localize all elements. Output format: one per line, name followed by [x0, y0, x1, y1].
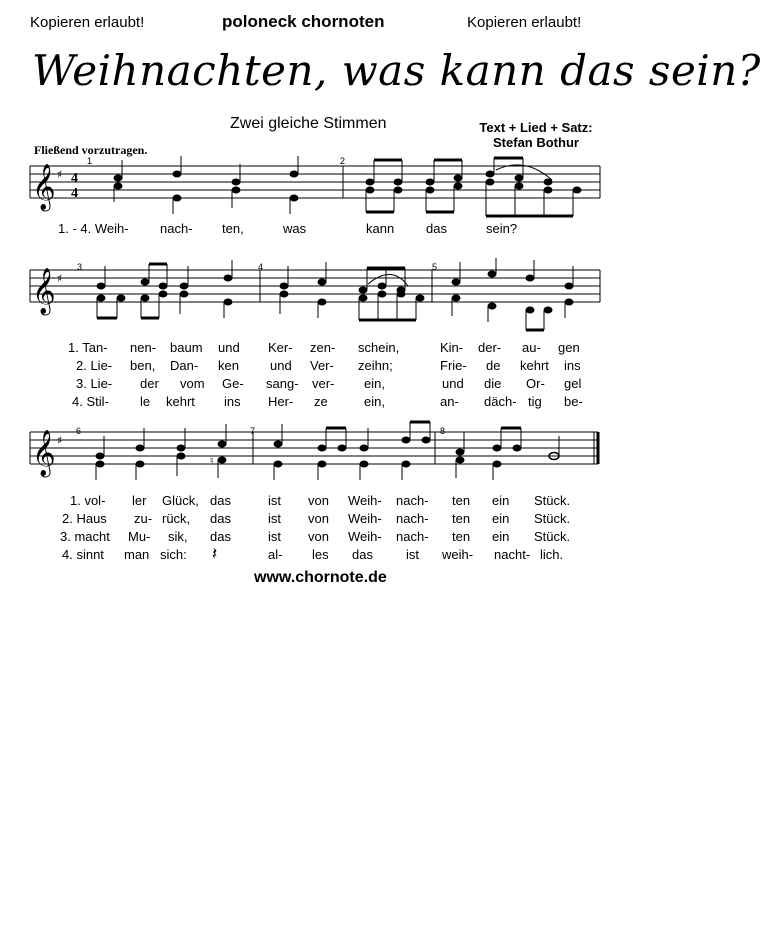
lyric-syllable: das	[426, 221, 447, 236]
lyric-syllable: von	[308, 493, 329, 508]
lyric-syllable: sik,	[168, 529, 188, 544]
lyric-syllable: ein,	[364, 376, 385, 391]
lyric-syllable: 1. vol-	[70, 493, 106, 508]
lyric-syllable: und	[442, 376, 464, 391]
staff-system-2	[0, 258, 630, 338]
lyric-syllable: ein	[492, 511, 510, 526]
lyric-syllable: al-	[268, 547, 283, 562]
lyric-syllable: Or-	[526, 376, 545, 391]
lyric-syllable: nach-	[396, 493, 429, 508]
lyric-syllable: de	[486, 358, 501, 373]
lyric-syllable: 2. Lie-	[76, 358, 113, 373]
lyric-syllable: Glück,	[162, 493, 199, 508]
lyric-syllable: sang-	[266, 376, 299, 391]
tempo-marking: Fließend vorzutragen.	[34, 143, 148, 157]
lyric-syllable: der-	[478, 340, 502, 355]
lyric-syllable: und	[270, 358, 292, 373]
lyric-syllable: ten,	[222, 221, 244, 236]
measure-number: 1	[87, 156, 93, 166]
treble-clef-icon	[32, 268, 56, 316]
credit-block	[470, 120, 602, 150]
measure-number: 7	[250, 426, 256, 436]
lyric-syllable: man	[124, 547, 150, 562]
lyric-syllable: der	[140, 376, 159, 391]
lyric-syllable: au-	[522, 340, 541, 355]
lyric-syllable: ken	[218, 358, 239, 373]
measure-number: 8	[440, 426, 446, 436]
lyric-syllable: ist	[268, 529, 281, 544]
lyric-syllable: sich:	[160, 547, 187, 562]
lyric-syllable: Stück.	[534, 511, 571, 526]
lyric-syllable: nach-	[396, 529, 429, 544]
quarter-rest-icon: 𝄽	[212, 544, 218, 564]
lyric-syllable: Her-	[268, 394, 294, 409]
lyric-syllable: kann	[366, 221, 395, 236]
lyric-syllable: ben,	[130, 358, 156, 373]
svg-text:𝄞: 𝄞	[32, 164, 56, 210]
copy-note-right: Kopieren erlaubt!	[467, 14, 582, 31]
lyric-syllable: von	[308, 511, 329, 526]
lyric-syllable: gel	[564, 376, 582, 391]
lyric-syllable: rück,	[162, 511, 191, 526]
measure-number: 6	[76, 426, 82, 436]
lyric-syllable: an-	[440, 394, 459, 409]
treble-clef-icon	[32, 164, 56, 212]
lyric-syllable: les	[312, 547, 329, 562]
svg-text:♮: ♮	[210, 456, 214, 467]
staff-system-1	[0, 150, 630, 230]
measure-number: 5	[432, 262, 438, 272]
lyric-syllable: 4. sinnt	[62, 547, 104, 562]
lyric-syllable: das	[210, 529, 231, 544]
lyric-syllable: ins	[564, 358, 581, 373]
lyric-syllable: Dan-	[170, 358, 199, 373]
lyric-syllable: nen-	[130, 340, 157, 355]
lyric-syllable: kehrt	[520, 358, 549, 373]
lyric-syllable: nach-	[160, 221, 193, 236]
lyric-syllable: Weih-	[348, 493, 382, 508]
treble-clef-icon	[32, 430, 56, 478]
lyric-syllable: tig	[528, 394, 542, 409]
lyric-syllable: lich.	[540, 547, 564, 562]
svg-text:𝄞: 𝄞	[32, 268, 56, 314]
lyric-syllable: und	[218, 340, 240, 355]
lyric-syllable: Ge-	[222, 376, 244, 391]
lyric-syllable: ein	[492, 529, 510, 544]
lyric-syllable: ver-	[312, 376, 335, 391]
lyric-syllable: Kin-	[440, 340, 464, 355]
lyric-syllable: Ver-	[310, 358, 334, 373]
measure-number: 2	[340, 156, 346, 166]
lyric-syllable: von	[308, 529, 329, 544]
measure-number: 4	[258, 262, 264, 272]
lyric-syllable: weih-	[442, 547, 474, 562]
copy-note-left: Kopieren erlaubt!	[30, 14, 145, 31]
key-sharp-icon: ♯	[57, 272, 63, 285]
lyric-syllable: Weih-	[348, 511, 382, 526]
lyric-syllable: ein	[492, 493, 510, 508]
lyric-syllable: Weih-	[348, 529, 382, 544]
lyric-syllable: 1. Tan-	[68, 340, 108, 355]
svg-text:𝄞: 𝄞	[32, 430, 56, 476]
lyric-syllable: baum	[170, 340, 203, 355]
notes-system-1	[114, 156, 581, 216]
lyric-syllable: ist	[268, 493, 281, 508]
time-signature-top: 4	[71, 171, 78, 186]
time-signature-bottom: 4	[71, 186, 78, 201]
lyric-syllable: Stück.	[534, 493, 571, 508]
lyric-syllable: le	[140, 394, 151, 409]
lyric-syllable: das	[210, 493, 231, 508]
key-sharp-icon: ♯	[57, 168, 63, 181]
lyric-syllable: schein,	[358, 340, 400, 355]
lyric-syllable: zen-	[310, 340, 336, 355]
lyric-syllable: ten	[452, 493, 471, 508]
lyric-syllable: das	[210, 511, 231, 526]
credit-line-1: Text + Lied + Satz:	[479, 120, 593, 135]
lyric-syllable: sein?	[486, 221, 518, 236]
staff-system-3	[0, 418, 630, 498]
lyric-syllable: däch-	[484, 394, 517, 409]
lyric-syllable: zu-	[134, 511, 153, 526]
voicing-subtitle: Zwei gleiche Stimmen	[230, 115, 387, 132]
lyric-syllable: ten	[452, 529, 471, 544]
lyric-syllable: ze	[314, 394, 328, 409]
lyric-syllable: die	[484, 376, 502, 391]
lyric-syllable: zeihn;	[358, 358, 393, 373]
lyric-syllable: kehrt	[166, 394, 195, 409]
lyric-syllable: be-	[564, 394, 583, 409]
key-sharp-icon: ♯	[57, 434, 63, 447]
lyric-syllable: nacht-	[494, 547, 531, 562]
notes-system-3	[96, 422, 559, 480]
measure-number: 3	[77, 262, 83, 272]
lyric-syllable: nach-	[396, 511, 429, 526]
lyric-syllable: gen	[558, 340, 580, 355]
lyric-syllable: Stück.	[534, 529, 571, 544]
lyric-syllable: 2. Haus	[62, 511, 107, 526]
lyric-syllable: Mu-	[128, 529, 151, 544]
website-link[interactable]: www.chornote.de	[254, 569, 387, 586]
lyric-syllable: 3. Lie-	[76, 376, 113, 391]
lyric-syllable: das	[352, 547, 373, 562]
lyric-syllable: ist	[268, 511, 281, 526]
lyric-syllable: Frie-	[440, 358, 467, 373]
credit-line-2: Stefan Bothur	[493, 135, 579, 150]
lyric-syllable: was	[283, 221, 307, 236]
lyric-syllable: ins	[224, 394, 241, 409]
lyric-syllable: ein,	[364, 394, 385, 409]
lyric-syllable: vom	[180, 376, 205, 391]
song-title: Weihnachten, was kann das sein?	[32, 46, 761, 95]
lyric-syllable: 4. Stil-	[72, 394, 109, 409]
lyric-syllable: ler	[132, 493, 147, 508]
lyric-syllable: Ker-	[268, 340, 293, 355]
lyric-syllable: 1. - 4. Weih-	[58, 221, 129, 236]
brand-name: poloneck chornoten	[222, 12, 385, 31]
lyric-syllable: 3. macht	[60, 529, 110, 544]
lyric-syllable: ten	[452, 511, 471, 526]
lyric-syllable: ist	[406, 547, 419, 562]
